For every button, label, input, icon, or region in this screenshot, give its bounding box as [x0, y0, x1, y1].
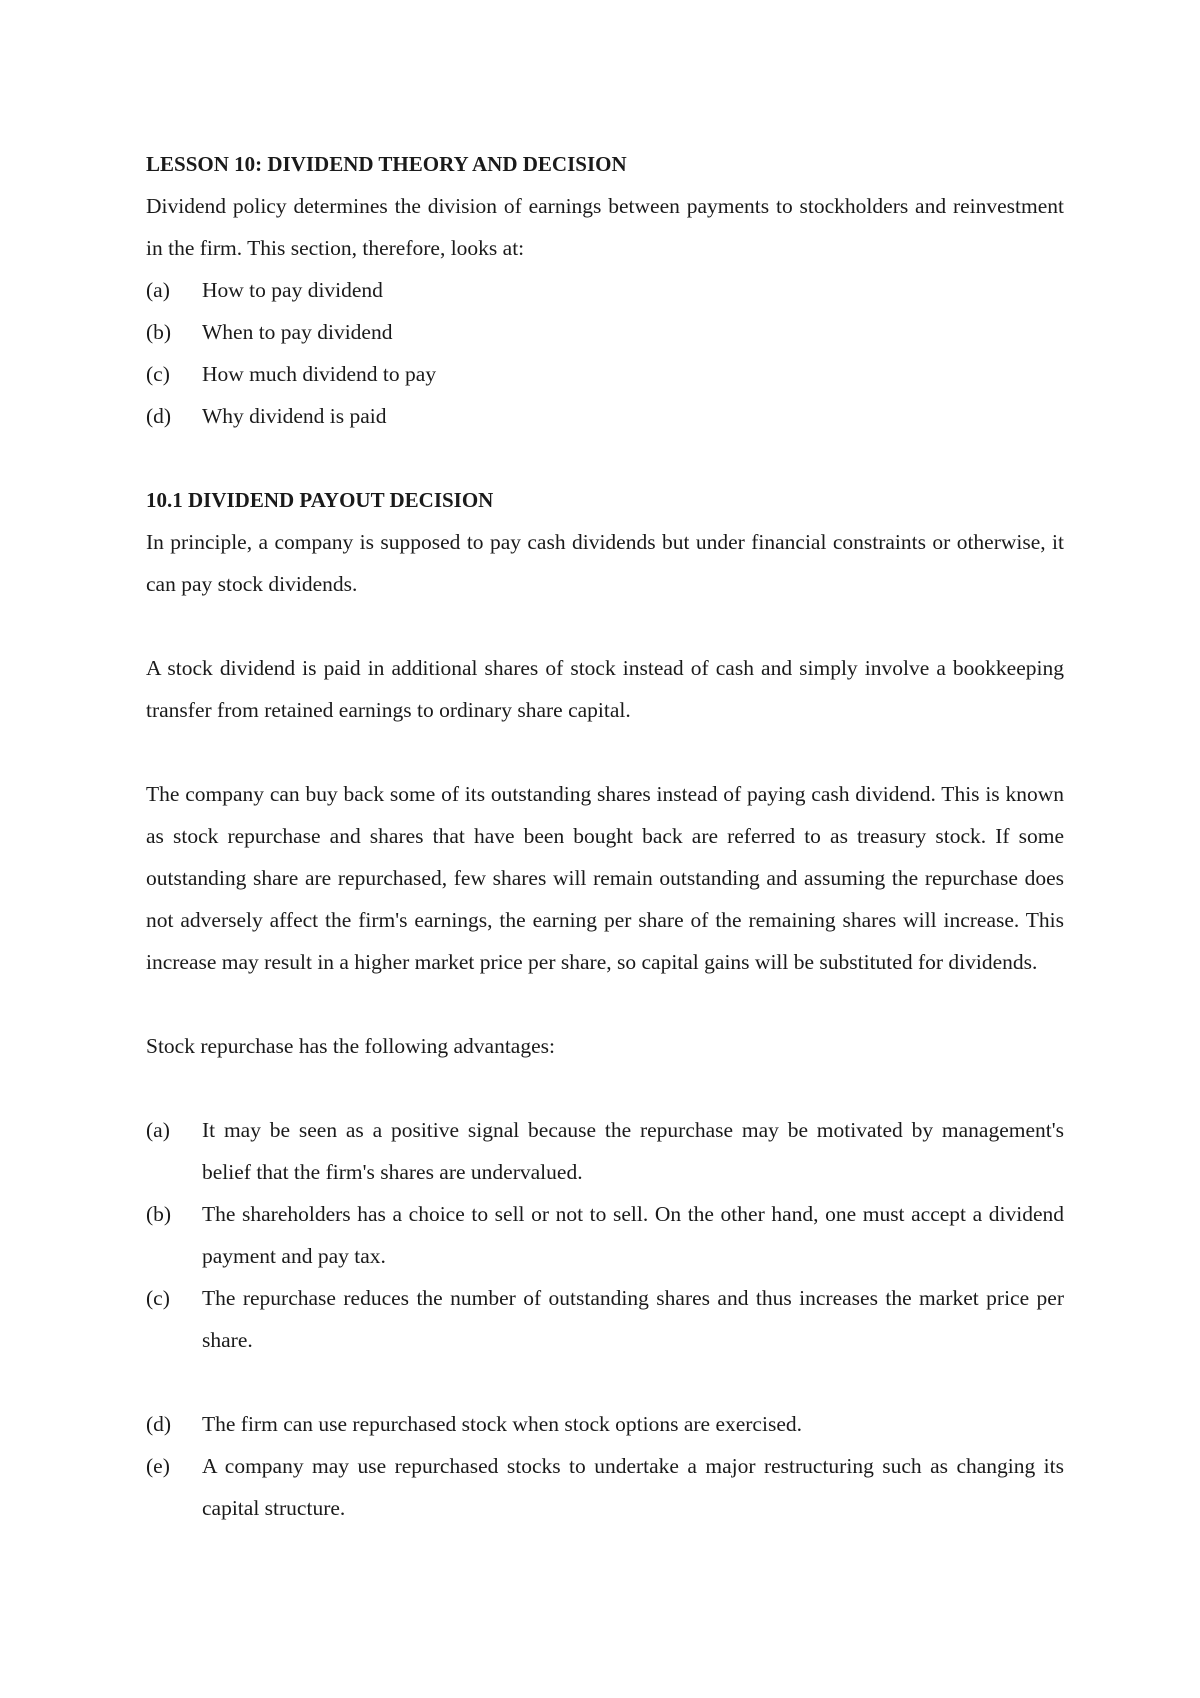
lesson-topics-list — [146, 269, 1064, 437]
list-text: Why dividend is paid — [202, 404, 387, 428]
list-text: How much dividend to pay — [202, 362, 437, 386]
advantages-list — [146, 1109, 1064, 1361]
spacer — [146, 731, 1064, 773]
list-item — [146, 311, 1064, 353]
list-item — [146, 1403, 1064, 1445]
paragraph: In principle, a company is supposed to pay cash dividends but under financial constraints or otherwise, it can pay stock dividends. — [146, 530, 1064, 596]
list-text: It may be seen as a positive signal because the repurchase may be motivated by management's belief that the firm's shares are undervalued. — [202, 1118, 1064, 1184]
list-text: The firm can use repurchased stock when stock options are exercised. — [202, 1412, 802, 1436]
lesson-title: LESSON 10: DIVIDEND THEORY AND DECISION — [146, 152, 627, 176]
list-item — [146, 353, 1064, 395]
list-marker: (c) — [146, 1286, 170, 1310]
list-item — [146, 1277, 1064, 1361]
list-text: When to pay dividend — [202, 320, 393, 344]
section-title: 10.1 DIVIDEND PAYOUT DECISION — [146, 488, 494, 512]
list-marker: (b) — [146, 1202, 172, 1226]
list-item — [146, 395, 1064, 437]
advantages-intro: Stock repurchase has the following advantages: — [146, 1034, 555, 1058]
list-marker: (a) — [146, 278, 170, 302]
list-marker: (b) — [146, 320, 172, 344]
spacer — [146, 983, 1064, 1025]
list-text: A company may use repurchased stocks to undertake a major restructuring such as changing its capital structure. — [202, 1454, 1064, 1520]
list-marker: (d) — [146, 1412, 172, 1436]
paragraph: The company can buy back some of its outstanding shares instead of paying cash dividend. This is known as stock repurchase and shares that have been bought back are referred to as treasury stock. If some outstanding share are repurchased, few shares will remain outstanding and assuming the repurchase does not adversely affect the firm's earnings, the earning per share of the remaining shares will increase. This increase may result in a higher market price per share, so capital gains will be substituted for dividends. — [146, 782, 1064, 974]
list-text: The shareholders has a choice to sell or not to sell. On the other hand, one must accept a dividend payment and pay tax. — [202, 1202, 1064, 1268]
list-item — [146, 1193, 1064, 1277]
spacer — [146, 1067, 1064, 1109]
list-text: How to pay dividend — [202, 278, 383, 302]
document-body — [146, 143, 1064, 1529]
spacer — [146, 437, 1064, 479]
list-marker: (d) — [146, 404, 172, 428]
advantages-list-continued — [146, 1403, 1064, 1529]
list-text: The repurchase reduces the number of outstanding shares and thus increases the market price per share. — [202, 1286, 1064, 1352]
paragraph: A stock dividend is paid in additional shares of stock instead of cash and simply involve a bookkeeping transfer from retained earnings to ordinary share capital. — [146, 656, 1064, 722]
list-marker: (c) — [146, 362, 170, 386]
lesson-intro: Dividend policy determines the division of earnings between payments to stockholders and reinvestment in the firm. This section, therefore, looks at: — [146, 194, 1064, 260]
list-item — [146, 1109, 1064, 1193]
list-marker: (e) — [146, 1454, 170, 1478]
spacer — [146, 605, 1064, 647]
spacer — [146, 1361, 1064, 1403]
list-item — [146, 1445, 1064, 1529]
list-marker: (a) — [146, 1118, 170, 1142]
list-item — [146, 269, 1064, 311]
